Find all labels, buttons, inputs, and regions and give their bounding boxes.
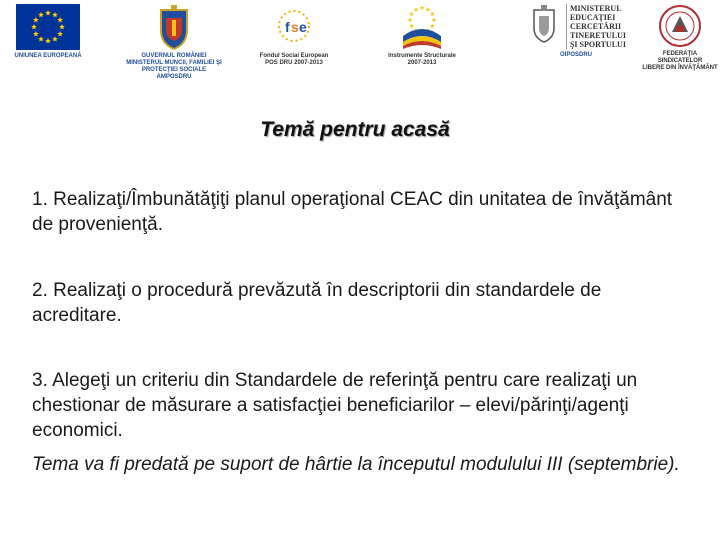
fse-logo — [252, 4, 336, 67]
star-icon — [426, 7, 431, 11]
government-caption: GUVERNUL ROMÂNIEI MINISTERUL MUNCII, FAMILIEI ŞI PROTECŢIEI SOCIALE AMPOSDRU — [126, 53, 222, 80]
oiposdru-caption: OIPOSDRU — [559, 52, 592, 58]
oipodru-seal-icon — [531, 4, 557, 44]
svg-text:f: f — [285, 19, 290, 35]
star-icon — [430, 12, 435, 16]
structural-instruments-caption: Instrumente Structurale 2007-2013 — [388, 53, 456, 66]
svg-text:e: e — [299, 19, 307, 35]
task-paragraph-1: 1. Realizaţi/Îmbunătăţiţi planul operaţional CEAC din unitatea de învăţământ de provenienţă. — [32, 189, 673, 235]
fse-logo-icon — [274, 4, 314, 50]
star-icon — [430, 24, 435, 28]
ministry-logo — [526, 4, 626, 59]
eu-caption: UNIUNEA EUROPEANĂ — [14, 53, 82, 59]
submission-note: Tema va fi predată pe suport de hârtie la începutul modulului III (septembrie). — [32, 454, 680, 475]
star-icon — [420, 6, 425, 10]
ministry-text: MINISTERUL EDUCAŢIEI CERCETĂRII TINERETULUI ŞI SPORTULUI — [566, 4, 626, 49]
government-logo — [112, 4, 236, 81]
fse-caption: Fondul Social European POS DRU 2007-2013 — [259, 53, 329, 66]
task-paragraph-3: 3. Alegeţi un criteriu din Standardele de referinţă pentru care realizaţi un chestionar de măsurare a satisfacţiei beneficiarilor – elevi/părinţi/agenţi economici. — [32, 370, 638, 441]
task-paragraph-2: 2. Realizaţi o procedură prevăzută în descriptorii din standardele de acreditare. — [32, 280, 602, 326]
romania-coat-of-arms-icon — [157, 4, 191, 50]
federation-caption: FEDERAŢIA SINDICATELOR LIBERE DIN ÎNVĂŢĂMÂNT — [642, 51, 718, 71]
star-icon — [432, 18, 437, 22]
svg-text:s: s — [291, 19, 299, 35]
star-icon — [414, 7, 419, 11]
star-icon — [408, 18, 413, 22]
structural-instruments-logo — [378, 4, 466, 67]
federation-logo — [640, 4, 720, 72]
star-icon — [409, 24, 414, 28]
structural-instruments-icon — [397, 4, 447, 50]
eu-logo — [8, 4, 88, 60]
logo-strip — [0, 0, 720, 95]
federation-seal-icon — [658, 4, 702, 48]
eu-flag-icon — [16, 4, 80, 50]
page-title: Temă pentru acasă — [260, 118, 450, 141]
star-icon — [409, 12, 414, 16]
